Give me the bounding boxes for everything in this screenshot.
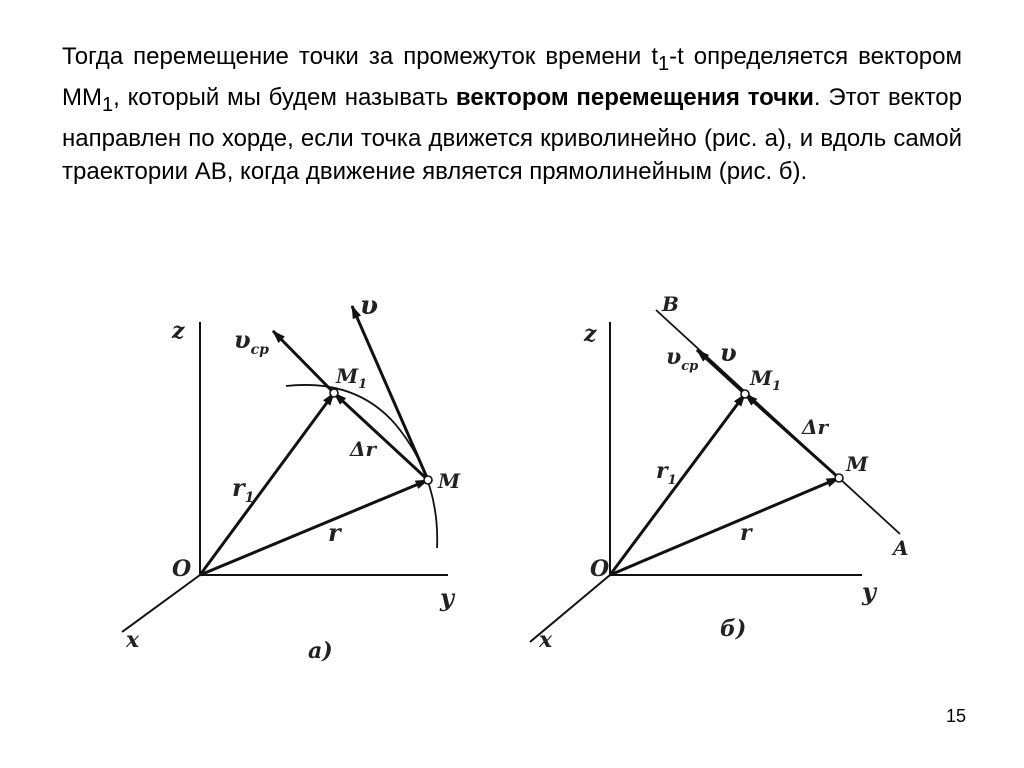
axis-z-label: z — [172, 318, 185, 344]
axis-z-label: z — [584, 321, 597, 347]
vector-r1-symbol: r — [656, 458, 668, 484]
subscript: 1 — [658, 52, 670, 75]
vector-v-avg — [273, 331, 334, 393]
v-avg-subscript: ср — [250, 342, 269, 358]
axis-y-label: y — [862, 577, 876, 606]
point-m-dot — [424, 476, 432, 484]
v-avg-symbol: υ — [666, 344, 682, 370]
point-m-label: M — [846, 452, 869, 476]
vector-delta-r — [334, 393, 428, 480]
vector-r1-symbol: r — [232, 473, 245, 502]
origin-label: O — [172, 556, 192, 582]
vector-r1-subscript: 1 — [667, 473, 677, 488]
bold-term: вектором перемещения точки — [455, 83, 814, 111]
point-m1-dot — [330, 389, 338, 397]
origin-label: O — [590, 556, 610, 582]
point-m1-symbol: M — [336, 364, 359, 388]
point-m-label: M — [438, 469, 461, 493]
figure-b-labels — [538, 292, 909, 653]
vector-r1-label — [656, 458, 677, 488]
v-avg-symbol: υ — [234, 325, 251, 354]
axis-y-label: y — [440, 583, 454, 612]
point-m1-dot — [741, 390, 749, 398]
page-number: 15 — [945, 706, 966, 726]
text-part: -t определяется вектором MM — [62, 43, 962, 111]
vector-r-label: r — [328, 518, 341, 547]
figure-b — [530, 310, 900, 642]
figure-b-caption: б) — [720, 616, 747, 642]
vector-r-label: r — [740, 520, 752, 546]
subscript: 1 — [101, 93, 114, 116]
v-avg-subscript: ср — [681, 359, 699, 374]
point-m1-symbol: M — [750, 366, 773, 390]
point-m1-label — [749, 366, 781, 394]
point-b-label: B — [662, 292, 679, 316]
axis-x-line — [122, 575, 200, 632]
vector-r1-subscript: 1 — [244, 490, 255, 506]
text-part: . Этот вектор направлен по хорде, если точка движется криволинейно (рис. а), и вдоль самой траектории AB, когда движение является прямолинейным (рис. б). — [62, 83, 962, 185]
vector-r1-label — [232, 473, 254, 506]
v-label: υ — [360, 291, 379, 321]
point-m1-label — [335, 364, 367, 392]
v-avg-label — [234, 325, 269, 358]
v-label: υ — [720, 338, 737, 367]
figure-a — [122, 306, 448, 632]
point-m1-subscript: 1 — [358, 377, 368, 392]
axis-x-label: x — [126, 627, 140, 653]
v-avg-label — [666, 344, 698, 374]
point-a-label: A — [893, 536, 909, 560]
point-m1-subscript: 1 — [772, 379, 782, 394]
axis-x-label: x — [539, 627, 553, 653]
figure-a-caption: а) — [308, 638, 333, 664]
figure-a-labels — [125, 291, 461, 664]
delta-r-label: Δr — [350, 437, 377, 461]
text-part: , который мы будем называть — [113, 83, 456, 111]
point-m-dot — [835, 474, 843, 482]
text-part: Тогда перемещение точки за промежуток времени t — [62, 43, 658, 70]
delta-r-label: Δr — [802, 415, 829, 439]
